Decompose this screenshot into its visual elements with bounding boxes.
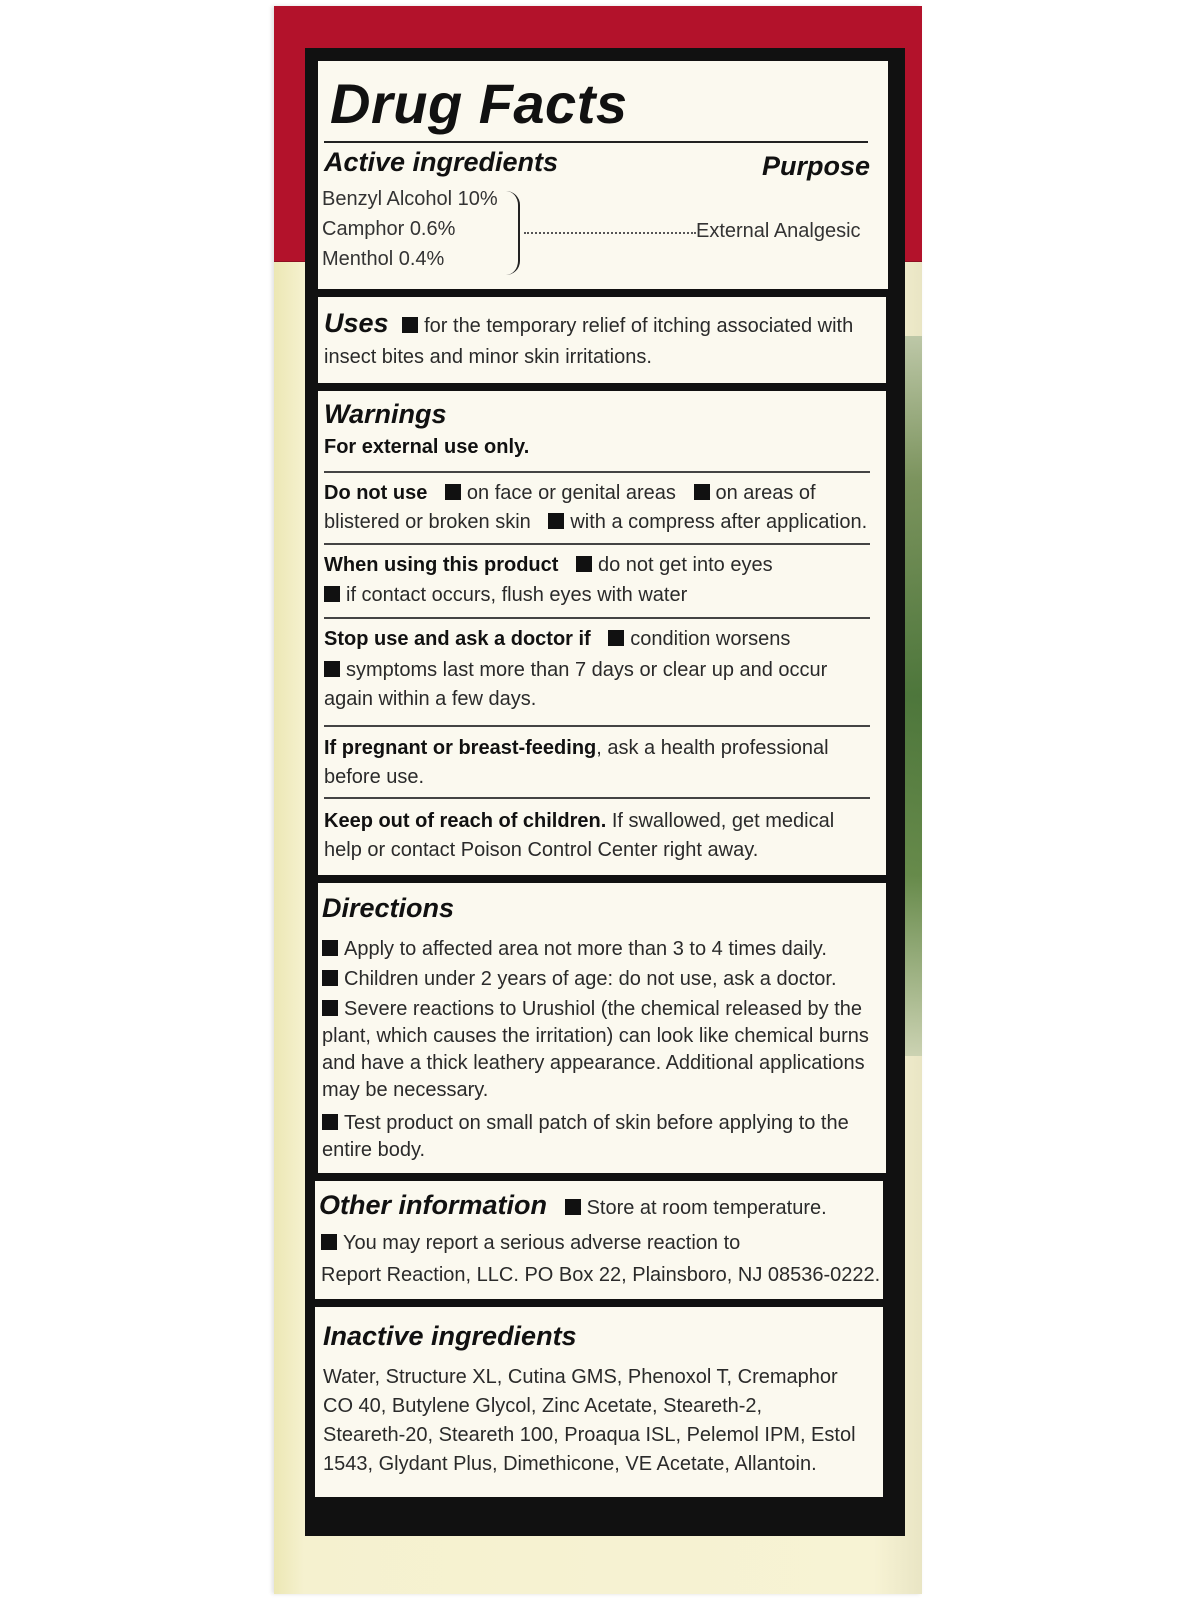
stop-use-item1: condition worsens <box>630 628 791 650</box>
bullet-square-icon <box>694 484 710 500</box>
do-not-use-item3: with a compress after application. <box>570 511 868 533</box>
drug-facts-panel <box>305 48 905 1536</box>
other-information-section <box>315 1181 883 1299</box>
uses-text-line2: insect bites and minor skin irritations. <box>324 346 652 368</box>
ingredient-menthol: Menthol 0.4% <box>322 248 445 270</box>
bullet-square-icon <box>548 513 564 529</box>
do-not-use-item1: on face or genital areas <box>466 482 676 504</box>
other-item2-line2: Report Reaction, LLC. PO Box 22, Plainsboro, NJ 08536-0222. <box>321 1264 881 1286</box>
other-item1: Store at room temperature. <box>586 1197 827 1219</box>
children-text-b: help or contact Poison Control Center right away. <box>324 839 759 861</box>
directions-item1: Apply to affected area not more than 3 to 4 times daily. <box>344 938 827 960</box>
warnings-section <box>318 391 886 875</box>
directions-item3-line3: and have a thick leathery appearance. Additional applications <box>322 1052 865 1074</box>
purpose-text: External Analgesic <box>696 220 861 242</box>
purpose-heading: Purpose <box>761 151 870 181</box>
children-text-a: If swallowed, get medical <box>606 810 835 832</box>
do-not-use-item2b: blistered or broken skin <box>324 511 531 533</box>
title-divider <box>324 141 868 143</box>
uses-heading: Uses <box>324 308 389 338</box>
purpose-leader-dots <box>524 222 696 234</box>
other-item2: You may report a serious adverse reaction to <box>343 1232 741 1254</box>
active-ingredients-section <box>318 61 888 289</box>
uses-section <box>318 297 886 383</box>
bullet-square-icon <box>445 484 461 500</box>
inactive-ingredients-section <box>315 1307 883 1497</box>
stop-use-item2a: symptoms last more than 7 days or clear up and occur <box>346 659 828 681</box>
when-using-label: When using this product <box>324 554 559 576</box>
warnings-divider-3 <box>324 617 870 619</box>
bullet-square-icon <box>402 317 418 333</box>
directions-item3-line2: plant, which causes the irritation) can look like chemical burns <box>322 1025 869 1047</box>
ingredient-camphor: Camphor 0.6% <box>322 218 456 240</box>
bullet-square-icon <box>322 940 338 956</box>
active-ingredients-heading: Active ingredients <box>324 147 559 177</box>
stop-use-item2b: again within a few days. <box>324 688 537 710</box>
bullet-square-icon <box>321 1234 337 1250</box>
warnings-divider-1 <box>324 471 870 473</box>
external-use-text: For external use only. <box>324 436 530 458</box>
bullet-square-icon <box>322 1000 338 1016</box>
directions-item2: Children under 2 years of age: do not use, ask a doctor. <box>344 968 837 990</box>
warnings-divider-5 <box>324 797 870 799</box>
bullet-square-icon <box>324 586 340 602</box>
stop-use-label: Stop use and ask a doctor if <box>324 628 591 650</box>
directions-item4-line2: entire body. <box>322 1139 426 1161</box>
uses-text-line1: for the temporary relief of itching associated with <box>424 315 854 337</box>
inactive-ingredients-line2: CO 40, Butylene Glycol, Zinc Acetate, Steareth-2, <box>323 1395 763 1417</box>
directions-item4-line1: Test product on small patch of skin before applying to the <box>344 1112 849 1134</box>
ingredient-benzyl-alcohol: Benzyl Alcohol 10% <box>322 188 498 210</box>
do-not-use-item2a: on areas of <box>715 482 816 504</box>
inactive-ingredients-heading: Inactive ingredients <box>323 1321 577 1351</box>
inactive-ingredients-line4: 1543, Glydant Plus, Dimethicone, VE Acetate, Allantoin. <box>323 1453 817 1475</box>
bullet-square-icon <box>608 630 624 646</box>
when-using-item1: do not get into eyes <box>598 554 773 576</box>
warnings-divider-2 <box>324 543 870 545</box>
other-information-heading: Other information <box>319 1190 547 1220</box>
bullet-square-icon <box>322 970 338 986</box>
pregnant-text-a: , ask a health professional <box>596 737 829 759</box>
directions-item3-line4: may be necessary. <box>322 1079 489 1101</box>
children-label: Keep out of reach of children. <box>324 810 607 832</box>
do-not-use-label: Do not use <box>324 482 428 504</box>
bullet-square-icon <box>565 1199 581 1215</box>
warnings-heading: Warnings <box>324 399 447 429</box>
pregnant-label: If pregnant or breast-feeding <box>324 737 597 759</box>
directions-section <box>318 883 886 1173</box>
inactive-ingredients-line3: Steareth-20, Steareth 100, Proaqua ISL, Pelemol IPM, Estol <box>323 1424 856 1446</box>
ingredients-brace <box>504 191 520 275</box>
pregnant-text-b: before use. <box>324 766 425 788</box>
bullet-square-icon <box>322 1114 338 1130</box>
bullet-square-icon <box>576 556 592 572</box>
bullet-square-icon <box>324 661 340 677</box>
inactive-ingredients-line1: Water, Structure XL, Cutina GMS, Phenoxol T, Cremaphor <box>323 1366 838 1388</box>
directions-heading: Directions <box>322 893 455 923</box>
drug-facts-title: Drug Facts <box>330 72 628 135</box>
directions-item3-line1: Severe reactions to Urushiol (the chemical released by the <box>344 998 863 1020</box>
when-using-item2: if contact occurs, flush eyes with water <box>346 584 688 606</box>
warnings-divider-4 <box>324 725 870 727</box>
